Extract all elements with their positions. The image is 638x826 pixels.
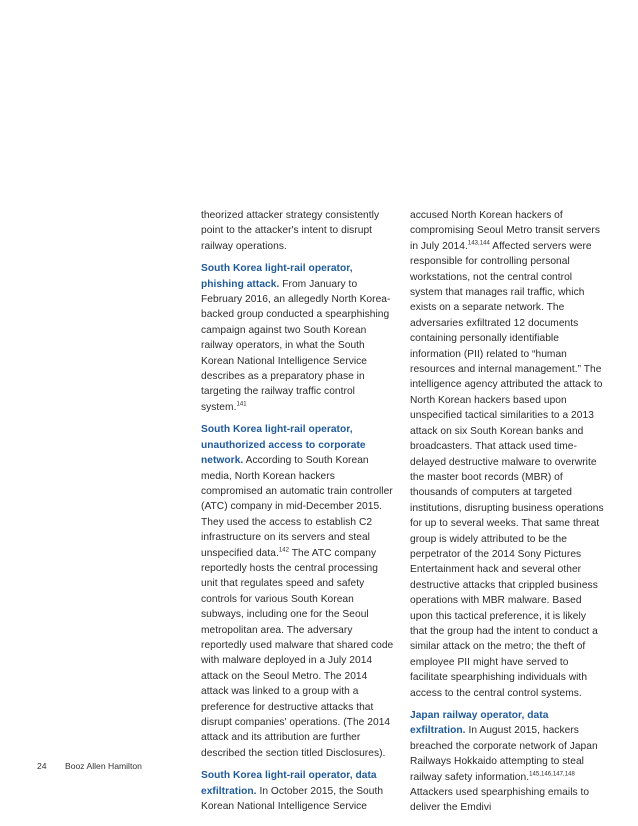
paragraph-text: In August 2015, hackers breached the corporate network of Japan Railways Hokkaido attempting to steal railway safety information. (410, 725, 598, 783)
paragraph-text: theorized attacker strategy consistently point to the attacker's intent to disrupt railway operations. (201, 210, 380, 252)
right-column (410, 208, 606, 823)
paragraph-seoul-metro (410, 208, 606, 701)
footnote-ref: 142 (278, 547, 290, 554)
paragraph-data-exfiltration-korea (201, 768, 397, 814)
footnote-ref: 143,144 (467, 240, 490, 247)
paragraph-text: Affected servers were responsible for controlling personal workstations, not the central control system that manages rail traffic, which exists on a separate network. The adversaries exfiltrated 12 documents containing personally identifiable information (PII) related to “human resources and internal management.” The intelligence agency attributed the attack to North Korean hackers based upon unspecified tactical similarities to a 2013 attack on six South Korean banks and broadcasters. That attack used time-delayed destructive malware to overwrite the master boot records (MBR) of thousands of computers at targeted institutions, disrupting business operations for up to several weeks. That same threat group is widely attributed to be the perpetrator of the 2014 Sony Pictures Entertainment hack and several other destructive attacks that crippled business operations with MBR malware. Based upon this tactical preference, it is likely that the group had the intent to conduct a similar attack on the metro; the theft of employee PII might have served to facilitate spearphishing individuals with access to the central control systems. (410, 240, 604, 699)
paragraph-text: Attackers used spearphishing emails to deliver the Emdivi (410, 787, 590, 814)
company-name: Booz Allen Hamilton (65, 761, 142, 771)
paragraph-phishing-attack (201, 261, 397, 415)
section-heading-unauthorized-access: South Korea light-rail operator, unauthorized access to corporate network. (201, 424, 366, 467)
paragraph-text: The ATC company reportedly hosts the central processing unit that regulates speed and safety controls for various South Korean subways, including one for the Seoul metropolitan area. The adversary reportedly used malware that shared code with malware deployed in a July 2014 attack on the Seoul Metro. The 2014 attack was linked to a group with a preference for destructive attacks that disrupt companies' operations. (The 2014 attack and its attribution are further described the section titled Disclosures). (201, 547, 394, 759)
page-footer (37, 761, 142, 771)
paragraph-text: In October 2015, the South Korean National Intelligence Service (201, 785, 384, 813)
paragraph-attacker-strategy (201, 208, 397, 254)
page-number: 24 (37, 761, 47, 771)
section-heading-phishing-attack: South Korea light-rail operator, phishing attack. (201, 263, 353, 290)
left-column (201, 208, 397, 821)
section-heading-japan-railway: Japan railway operator, data exfiltration. (410, 710, 549, 737)
paragraph-text: According to South Korean media, North Korean hackers compromised an automatic train controller (ATC) company in mid-December 2015. They used the access to establish C2 infrastructure on its servers and steal unspecified data. (201, 455, 393, 559)
paragraph-text: From January to February 2016, an allegedly North Korea-backed group conducted a spearphishing campaign against two South Korean railway operators, in what the South Korean National Intelligence Service describes as a preparatory phase in targeting the railway traffic control system. (201, 278, 391, 413)
footnote-ref: 141 (236, 401, 247, 408)
paragraph-japan-railway (410, 708, 606, 816)
paragraph-text: accused North Korean hackers of compromising Seoul Metro transit servers in July 2014. (410, 210, 600, 252)
footnote-ref: 145,146,147,148 (529, 771, 575, 778)
paragraph-unauthorized-access (201, 422, 397, 761)
section-heading-data-exfiltration-korea: South Korea light-rail operator, data exfiltration. (201, 770, 377, 797)
